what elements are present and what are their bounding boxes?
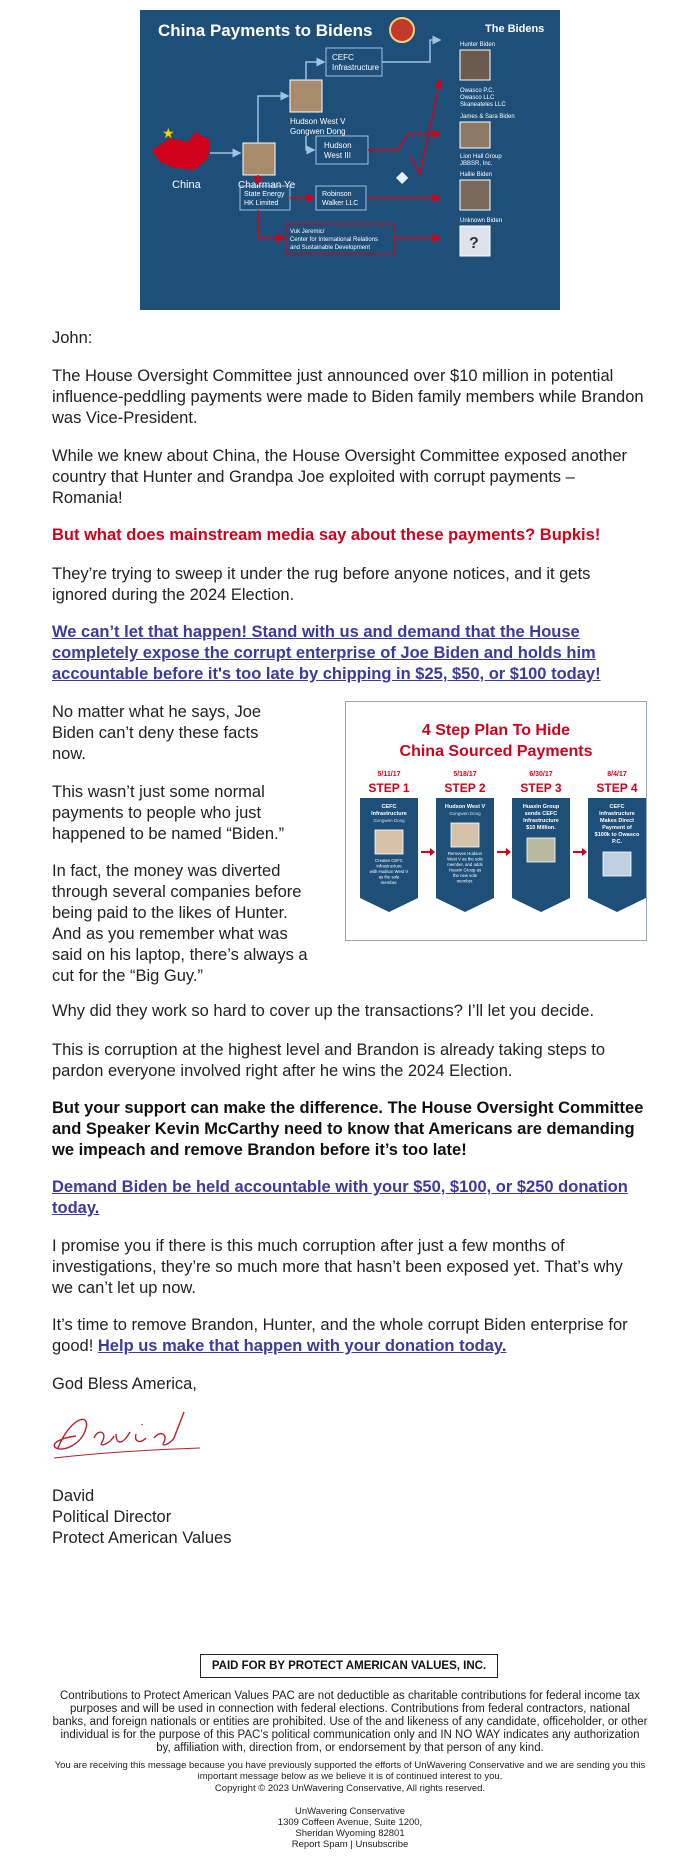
signature (50, 1398, 210, 1468)
step-desc: the new sole (452, 873, 478, 878)
svg-text:Center for International Relat: Center for International Relations (290, 237, 379, 243)
svg-text:HK Limited: HK Limited (244, 200, 279, 207)
svg-text:and Sustainable Development: and Sustainable Development (290, 245, 371, 251)
address-line-2: Sheridan Wyoming 82801 (295, 1828, 405, 1839)
report-spam-link[interactable]: Report Spam (291, 1839, 348, 1850)
step-head: P.C. (612, 839, 622, 845)
svg-text:Robinson: Robinson (322, 191, 352, 198)
unsubscribe-link[interactable]: Unsubscribe (355, 1839, 409, 1850)
step-head: Makes Direct (600, 818, 634, 824)
hudson-v-label-1: Hudson West V (290, 117, 346, 126)
step-image (375, 830, 403, 854)
svg-text:Hunter Biden: Hunter Biden (460, 42, 496, 48)
cefc-seal-icon (390, 18, 414, 42)
paid-for-box: PAID FOR BY PROTECT AMERICAN VALUES, INC. (200, 1654, 498, 1678)
china-payments-graphic (140, 10, 560, 310)
svg-text:Skaneateles LLC: Skaneateles LLC (460, 102, 506, 108)
receiving-text: You are receiving this message because you have previously supported the efforts of UnWavering Conservative and we are sending you this important message below as we believe it is of continued interest to you. (54, 1760, 646, 1782)
step-date: 6/30/17 (529, 771, 553, 778)
sign-title: Political Director (52, 1508, 172, 1526)
bidens-heading: The Bidens (485, 23, 545, 35)
footer-links (52, 1839, 648, 1850)
paragraph-14-text: It’s time to remove Brandon, Hunter, and the whole corrupt Biden enterprise for good! (52, 1316, 628, 1355)
paragraph-2: While we knew about China, the House Oversight Committee exposed another country that Hunter and Grandpa Joe exploited with corrupt payments – Romania! (52, 447, 628, 507)
paragraph-13: I promise you if there is this much corruption after just a few months of investigations, they’re so much more that hasn’t been exposed yet. That’s why we can’t let up now. (52, 1237, 623, 1297)
china-label: China (172, 179, 201, 191)
footer-separator: | (350, 1839, 353, 1850)
svg-text:★: ★ (162, 125, 175, 141)
svg-text:Vuk Jeremic/: Vuk Jeremic/ (290, 229, 325, 235)
question-mark-icon: ? (469, 235, 479, 252)
step-head: Infrastructure (523, 818, 559, 824)
svg-text:Hudson: Hudson (324, 141, 352, 150)
step-sub: Gongwen Dong (449, 811, 481, 816)
svg-text:Lion Hall Group: Lion Hall Group (460, 154, 502, 160)
hallie-biden-photo (460, 180, 490, 210)
donate-link-3[interactable]: Help us make that happen with your donation today. (97, 1337, 507, 1355)
step-label: STEP 3 (520, 781, 562, 795)
step-desc: member. (380, 880, 398, 885)
graphic-title: China Payments to Bidens (158, 21, 373, 40)
paragraph-14 (52, 1315, 648, 1357)
paragraph-1: The House Oversight Committee just announced over $10 million in potential influence-peddling payments were made to Biden family members while Brandon was Vice-President. (52, 367, 644, 427)
step-head: Infrastructure (371, 811, 407, 817)
step-desc: Creates CEFC (375, 858, 403, 863)
step-image (603, 852, 631, 876)
step-desc: with Hudson West V (369, 869, 409, 874)
step-date: 5/18/17 (453, 771, 477, 778)
step-label: STEP 1 (368, 781, 410, 795)
james-sara-biden-photo (460, 122, 490, 148)
chairman-ye-photo (243, 143, 275, 175)
step-head: Payment of (602, 825, 632, 831)
svg-text:Owasco LLC: Owasco LLC (460, 95, 495, 101)
step-head: sends CEFC (524, 811, 558, 817)
step-desc: Removes Hudson (447, 851, 483, 856)
step-head: Hudson West V (444, 804, 486, 810)
step-desc: Huaxin Group as (448, 867, 482, 873)
step-head: CEFC (381, 804, 397, 810)
sign-name: David (52, 1487, 95, 1505)
svg-text:State Energy: State Energy (244, 191, 285, 198)
step-desc: member. (456, 878, 474, 884)
paragraph-8: In fact, the money was diverted through several companies before being paid to the likes of Hunter. And as you remember what was said on his laptop, there’s always a cut for the “Big Guy.” (52, 862, 308, 985)
step-image (451, 823, 479, 847)
step-image (527, 838, 555, 862)
donate-link-1[interactable]: We can’t let that happen! Stand with us and demand that the House completely expose the corrupt enterprise of Joe Biden and holds him accountable before it's too late by chipping in $25, $50, or $100 today! (52, 623, 601, 683)
closing: God Bless America, (52, 1375, 197, 1393)
step-date: 5/11/17 (377, 771, 401, 778)
step-date: 8/4/17 (607, 771, 627, 778)
step-desc: member, and adds (447, 862, 483, 867)
step-head: $10 Million. (526, 825, 556, 831)
plan-title-1: 4 Step Plan To Hide (421, 722, 571, 739)
svg-text:James & Sara Biden: James & Sara Biden (460, 114, 515, 120)
hunter-biden-photo (460, 50, 490, 80)
paragraph-11: But your support can make the difference. The House Oversight Committee and Speaker Kevin McCarthy need to know that Americans are demanding we impeach and remove Brandon before it’s too late! (52, 1099, 644, 1159)
step-desc: Infrastructure (376, 863, 402, 869)
step-head: $100k to Owasco (594, 832, 640, 838)
step-label: STEP 2 (444, 781, 486, 795)
svg-text:Owasco P.C.: Owasco P.C. (460, 88, 495, 94)
svg-text:Walker LLC: Walker LLC (322, 200, 359, 207)
paragraph-10: This is corruption at the highest level and Brandon is already taking steps to pardon everyone involved right after he wins the 2024 Election. (52, 1041, 606, 1080)
svg-text:Hallie Biden: Hallie Biden (460, 172, 493, 178)
four-step-plan-diagram (346, 702, 646, 940)
step-sub: Gongwen Dong (373, 818, 405, 823)
svg-text:CEFC: CEFC (332, 53, 354, 62)
org-name: UnWavering Conservative (295, 1806, 405, 1817)
step-desc: as the sole (378, 874, 400, 880)
plan-title-2: China Sourced Payments (399, 743, 593, 760)
step-label: STEP 4 (596, 781, 638, 795)
paragraph-4: They’re trying to sweep it under the rug before anyone notices, and it gets ignored during the 2024 Election. (52, 565, 591, 604)
svg-text:West III: West III (324, 151, 351, 160)
hudson-v-label-2: Gongwen Dong (290, 127, 346, 136)
diamond-icon: ◆ (396, 169, 409, 186)
step-head: CEFC (609, 804, 625, 810)
flow-diagram (140, 10, 560, 310)
hudson-west-v-photo (290, 80, 322, 112)
step-head: Infrastructure (599, 811, 635, 817)
svg-text:Unknown Biden: Unknown Biden (460, 218, 503, 224)
chairman-label: Chairman Ye (238, 180, 296, 191)
svg-text:Infrastructure: Infrastructure (332, 63, 380, 72)
donate-link-2[interactable]: Demand Biden be held accountable with your $50, $100, or $250 donation today. (52, 1178, 628, 1217)
address-line-1: 1309 Coffeen Avenue, Suite 1200, (277, 1817, 423, 1828)
sign-org: Protect American Values (52, 1529, 232, 1547)
svg-text:JBBSR, Inc.: JBBSR, Inc. (460, 161, 493, 167)
four-step-plan-graphic (345, 701, 647, 941)
copyright-text: Copyright © 2023 UnWavering Conservative, All rights reserved. (214, 1783, 486, 1794)
media-bupkis-line: But what does mainstream media say about these payments? Bupkis! (52, 526, 601, 544)
step-head: Huaxin Group (522, 804, 560, 810)
disclaimer-text: Contributions to Protect American Values PAC are not deductible as charitable contributions for federal income tax purposes and will be used in connection with federal elections. Contributions from federal contractors, national banks, and foreign nationals or entities are prohibited. Use of the and likeness of any candidate, officeholder, or other individual is for the purpose of this PAC’s political communication only and IN NO WAY indicates any authorization by, affiliation with, direction from, or endorsement by that person of any kind. (52, 1690, 648, 1754)
greeting: John: (52, 329, 93, 347)
step-desc: West V as the sole (447, 856, 483, 862)
paragraph-9: Why did they work so hard to cover up the transactions? I’ll let you decide. (52, 1002, 595, 1020)
paragraph-6: No matter what he says, Joe Biden can’t deny these facts now. (52, 703, 262, 763)
paragraph-7: This wasn’t just some normal payments to people who just happened to be named “Biden.” (52, 783, 285, 843)
